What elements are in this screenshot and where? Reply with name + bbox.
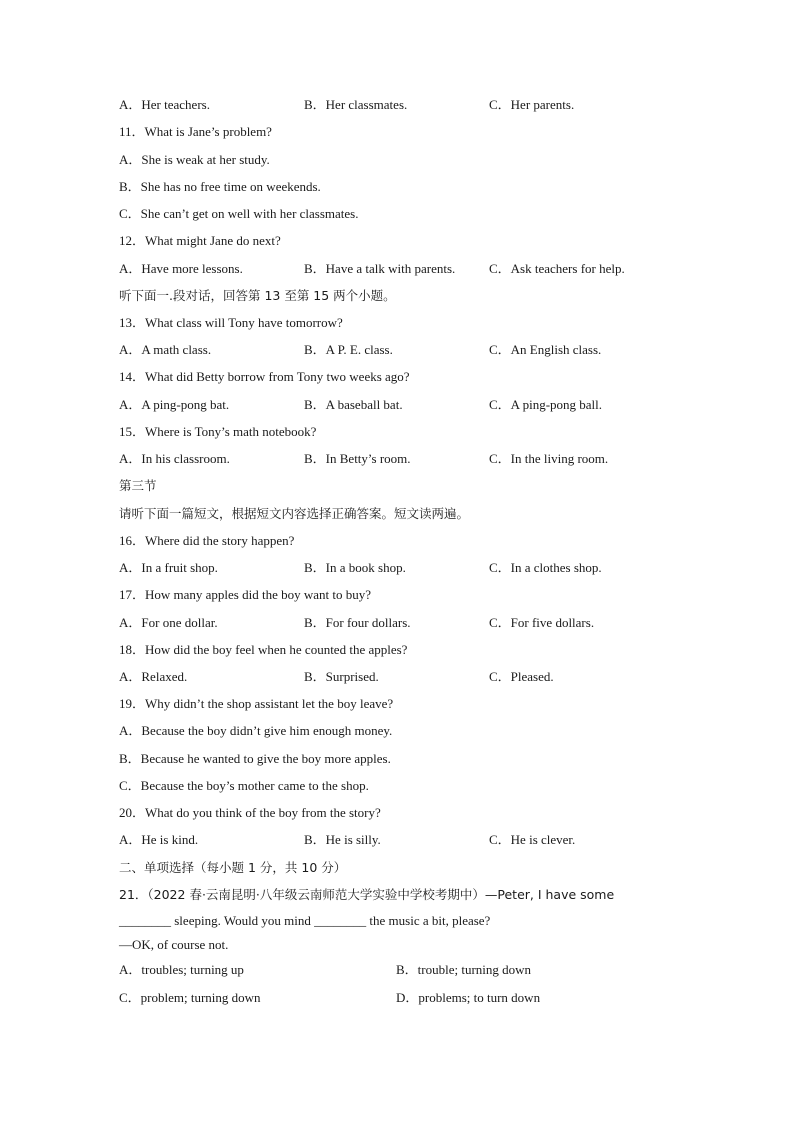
q12-option-c: C．Ask teachers for help. <box>489 261 625 276</box>
q16-option-b: B．In a book shop. <box>304 560 406 575</box>
q21-option-d: D．problems; to turn down <box>396 990 541 1005</box>
q13-stem: 13．What class will Tony have tomorrow? <box>119 315 343 330</box>
q19-option-c: C．Because the boy’s mother came to the shop. <box>119 778 369 793</box>
q15-option-b: B．In Betty’s room. <box>304 451 411 466</box>
q14-stem: 14．What did Betty borrow from Tony two weeks ago? <box>119 369 410 384</box>
q10-option-a: A．Her teachers. <box>119 97 210 112</box>
section3-title: 第三节 <box>119 478 157 493</box>
q17-option-c: C．For five dollars. <box>489 615 595 630</box>
q19-option-b: B．Because he wanted to give the boy more apples. <box>119 751 391 766</box>
q20-option-b: B．He is silly. <box>304 832 381 847</box>
q17-option-a: A．For one dollar. <box>119 615 218 630</box>
q12-option-a: A．Have more lessons. <box>119 261 243 276</box>
q13-option-c: C．An English class. <box>489 342 602 357</box>
q21-stem-line3: —OK, of course not. <box>119 937 229 952</box>
q10-option-b: B．Her classmates. <box>304 97 408 112</box>
q17-option-b: B．For four dollars. <box>304 615 411 630</box>
q21-option-c: C．problem; turning down <box>119 990 261 1005</box>
q18-option-c: C．Pleased. <box>489 669 554 684</box>
q16-stem: 16．Where did the story happen? <box>119 533 295 548</box>
q13-option-a: A．A math class. <box>119 342 212 357</box>
q11-stem: 11．What is Jane’s problem? <box>119 124 272 139</box>
q18-option-a: A．Relaxed. <box>119 669 188 684</box>
q19-stem: 19．Why didn’t the shop assistant let the boy leave? <box>119 696 394 711</box>
part2-title: 二、单项选择（每小题 1 分，共 10 分） <box>119 860 347 875</box>
q13-option-b: B．A P. E. class. <box>304 342 393 357</box>
q15-option-a: A．In his classroom. <box>119 451 230 466</box>
q14-option-a: A．A ping-pong bat. <box>119 397 230 412</box>
q11-option-b: B．She has no free time on weekends. <box>119 179 321 194</box>
q11-option-c: C．She can’t get on well with her classmates. <box>119 206 359 221</box>
q10-option-c: C．Her parents. <box>489 97 575 112</box>
q14-option-c: C．A ping-pong ball. <box>489 397 603 412</box>
q12-stem: 12．What might Jane do next? <box>119 233 281 248</box>
q20-option-a: A．He is kind. <box>119 832 199 847</box>
dialogue-instruction: 听下面一.段对话，回答第 13 至第 15 两个小题。 <box>119 288 396 303</box>
q21-option-b: B．trouble; turning down <box>396 962 532 977</box>
section3-instruction: 请听下面一篇短文，根据短文内容选择正确答案。短文读两遍。 <box>119 506 470 521</box>
q11-option-a: A．She is weak at her study. <box>119 152 270 167</box>
q20-stem: 20．What do you think of the boy from the story? <box>119 805 381 820</box>
q20-option-c: C．He is clever. <box>489 832 576 847</box>
q21-option-a: A．troubles; turning up <box>119 962 244 977</box>
q18-stem: 18．How did the boy feel when he counted the apples? <box>119 642 408 657</box>
q14-option-b: B．A baseball bat. <box>304 397 403 412</box>
q19-option-a: A．Because the boy didn’t give him enough money. <box>119 723 393 738</box>
q16-option-c: C．In a clothes shop. <box>489 560 602 575</box>
q21-stem-line1: 21．（2022 春·云南昆明·八年级云南师范大学实验中学校考期中）—Peter, I have some <box>119 887 615 902</box>
q15-option-c: C．In the living room. <box>489 451 609 466</box>
q17-stem: 17．How many apples did the boy want to buy? <box>119 587 372 602</box>
q15-stem: 15．Where is Tony’s math notebook? <box>119 424 317 439</box>
q12-option-b: B．Have a talk with parents. <box>304 261 456 276</box>
q21-stem-line2: ________ sleeping. Would you mind ________ the music a bit, please? <box>119 913 491 928</box>
q16-option-a: A．In a fruit shop. <box>119 560 218 575</box>
q18-option-b: B．Surprised. <box>304 669 379 684</box>
